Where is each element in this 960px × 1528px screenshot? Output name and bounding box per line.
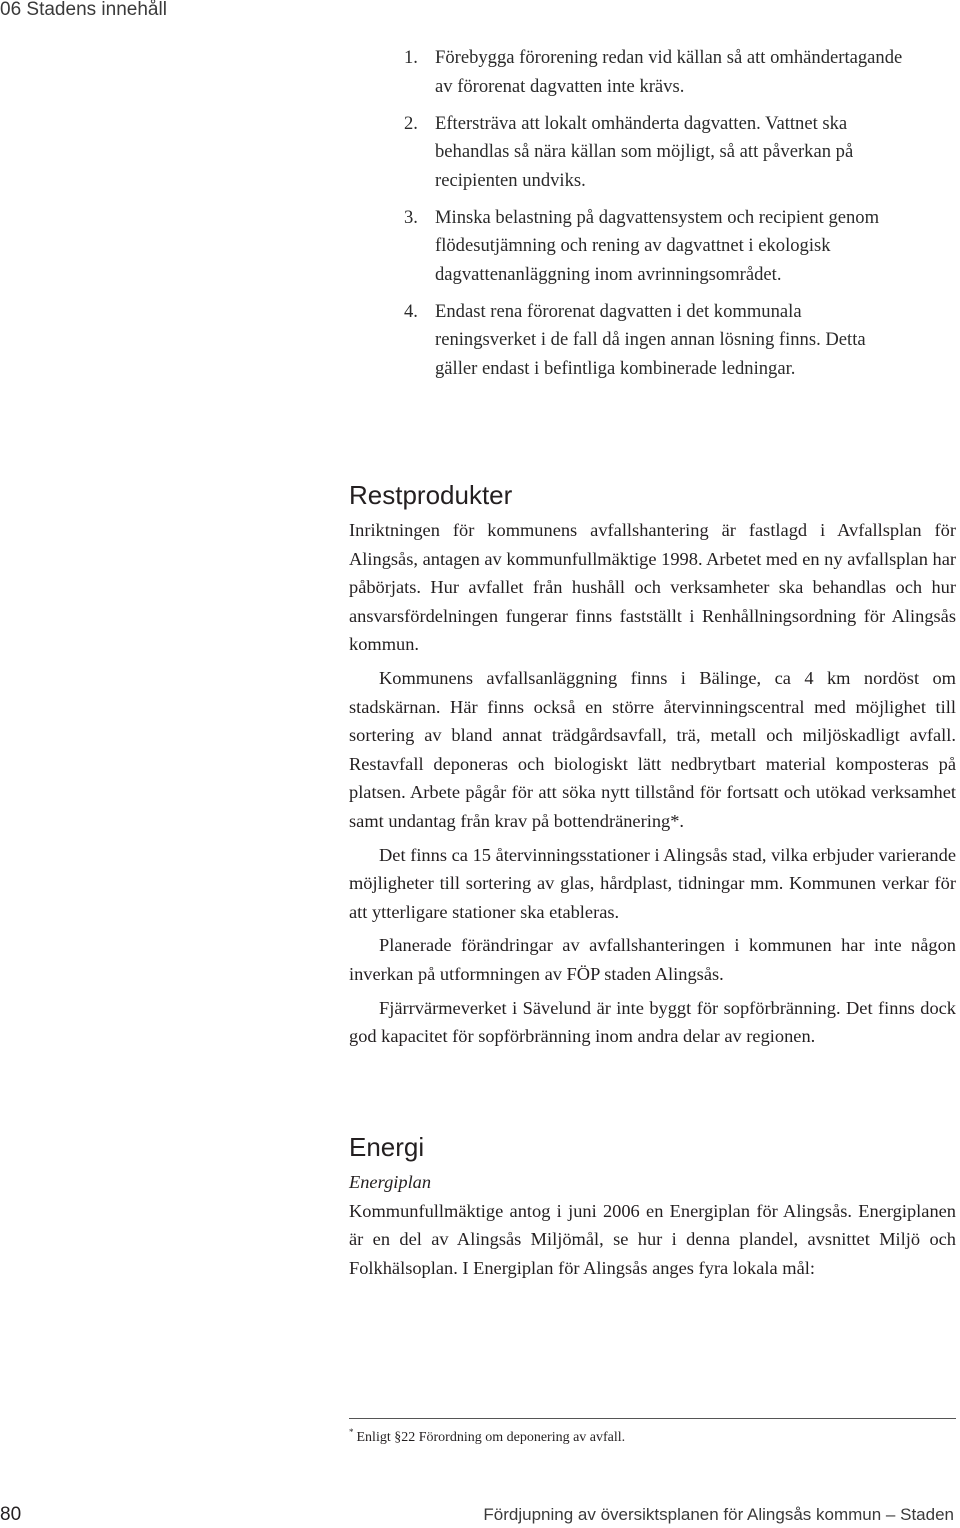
section-restprodukter (349, 478, 956, 1051)
footnote (349, 1423, 625, 1447)
section-heading-restprodukter: Restprodukter (349, 480, 513, 510)
running-foot: Fördjupning av översiktsplanen för Alingsås kommun – Staden (483, 1505, 954, 1524)
paragraph: Fjärrvärmeverket i Sävelund är inte byggt för sopförbränning. Det finns dock god kapacitet för sopförbränning inom andra delar av regionen. (349, 997, 956, 1047)
footnote-divider (349, 1418, 956, 1419)
running-head: 06 Stadens innehåll (0, 0, 167, 20)
paragraph: Det finns ca 15 återvinningsstationer i Alingsås stad, vilka erbjuder varierande möjligheter till sortering av glas, hårdplast, tidningar mm. Kommunen verkar för att ytterligare stationer ska etableras. (349, 844, 956, 922)
numbered-list (404, 44, 904, 392)
paragraph: Kommunfullmäktige antog i juni 2006 en Energiplan för Alingsås. Energiplanen är en del av Alingsås Miljömål, se hur i denna plandel, avsnittet Miljö och Folkhälsoplan. I Energiplan för Alingsås anges fyra lokala mål: (349, 1200, 956, 1278)
page-number: 80 (0, 1504, 22, 1525)
footnote-text: Enligt §22 Förordning om deponering av avfall. (356, 1430, 626, 1445)
section-heading-energi: Energi (349, 1132, 425, 1162)
list-item-number: 2. (404, 112, 418, 134)
list-item (404, 204, 904, 290)
list-item-text: Minska belastning på dagvattensystem och recipient genom flödesutjämning och rening av dagvattnet i ekologisk dagvattenanläggning inom avrinningsområdet. (435, 206, 880, 285)
footnote-marker: * (349, 1427, 354, 1437)
list-item-number: 3. (404, 206, 418, 228)
list-item-text: Endast rena förorenat dagvatten i det kommunala reningsverket i de fall då ingen annan lösning finns. Detta gäller endast i befintliga kombinerade ledningar. (435, 300, 866, 379)
list-item-text: Eftersträva att lokalt omhänderta dagvatten. Vattnet ska behandlas så nära källan som möjligt, så att påverkan på recipienten undviks. (435, 112, 854, 191)
paragraph: Planerade förändringar av avfallshanteringen i kommunen har inte någon inverkan på utformningen av FÖP staden Alingsås. (349, 935, 956, 984)
subheading-energiplan: Energiplan (349, 1172, 432, 1192)
paragraph: Inriktningen för kommunens avfallshantering är fastlagd i Avfallsplan för Alingsås, antagen av kommunfullmäktige 1998. Arbetet med en ny avfallsplan har påbörjats. Hur avfallet från hushåll och verksamheter ska behandlas och hur ansvarsfördelningen fungerar finns fastställt i Renhållningsordning för Alingsås kommun. (349, 520, 956, 655)
list-item-number: 1. (404, 47, 418, 68)
list-item (404, 44, 904, 101)
paragraph: Kommunens avfallsanläggning finns i Bälinge, ca 4 km nordöst om stadskärnan. Här finns också en större återvinningscentral med möjlighet till sortering av bland annat trädgårdsavfall, trä, metall och miljöskadligt avfall. Restavfall deponeras och biologiskt lätt nedbrytbart material komposteras på platsen. Arbete pågår för att söka nytt tillstånd för fortsatt och utökad verksamhet samt undantag från krav på bottendränering*. (349, 667, 956, 831)
list-item-text: Förebygga förorening redan vid källan så att omhändertagande av förorenat dagvatten inte krävs. (435, 47, 903, 97)
list-item (404, 298, 904, 384)
list-item-number: 4. (404, 300, 418, 322)
list-item (404, 110, 904, 196)
section-energi (349, 1130, 956, 1282)
